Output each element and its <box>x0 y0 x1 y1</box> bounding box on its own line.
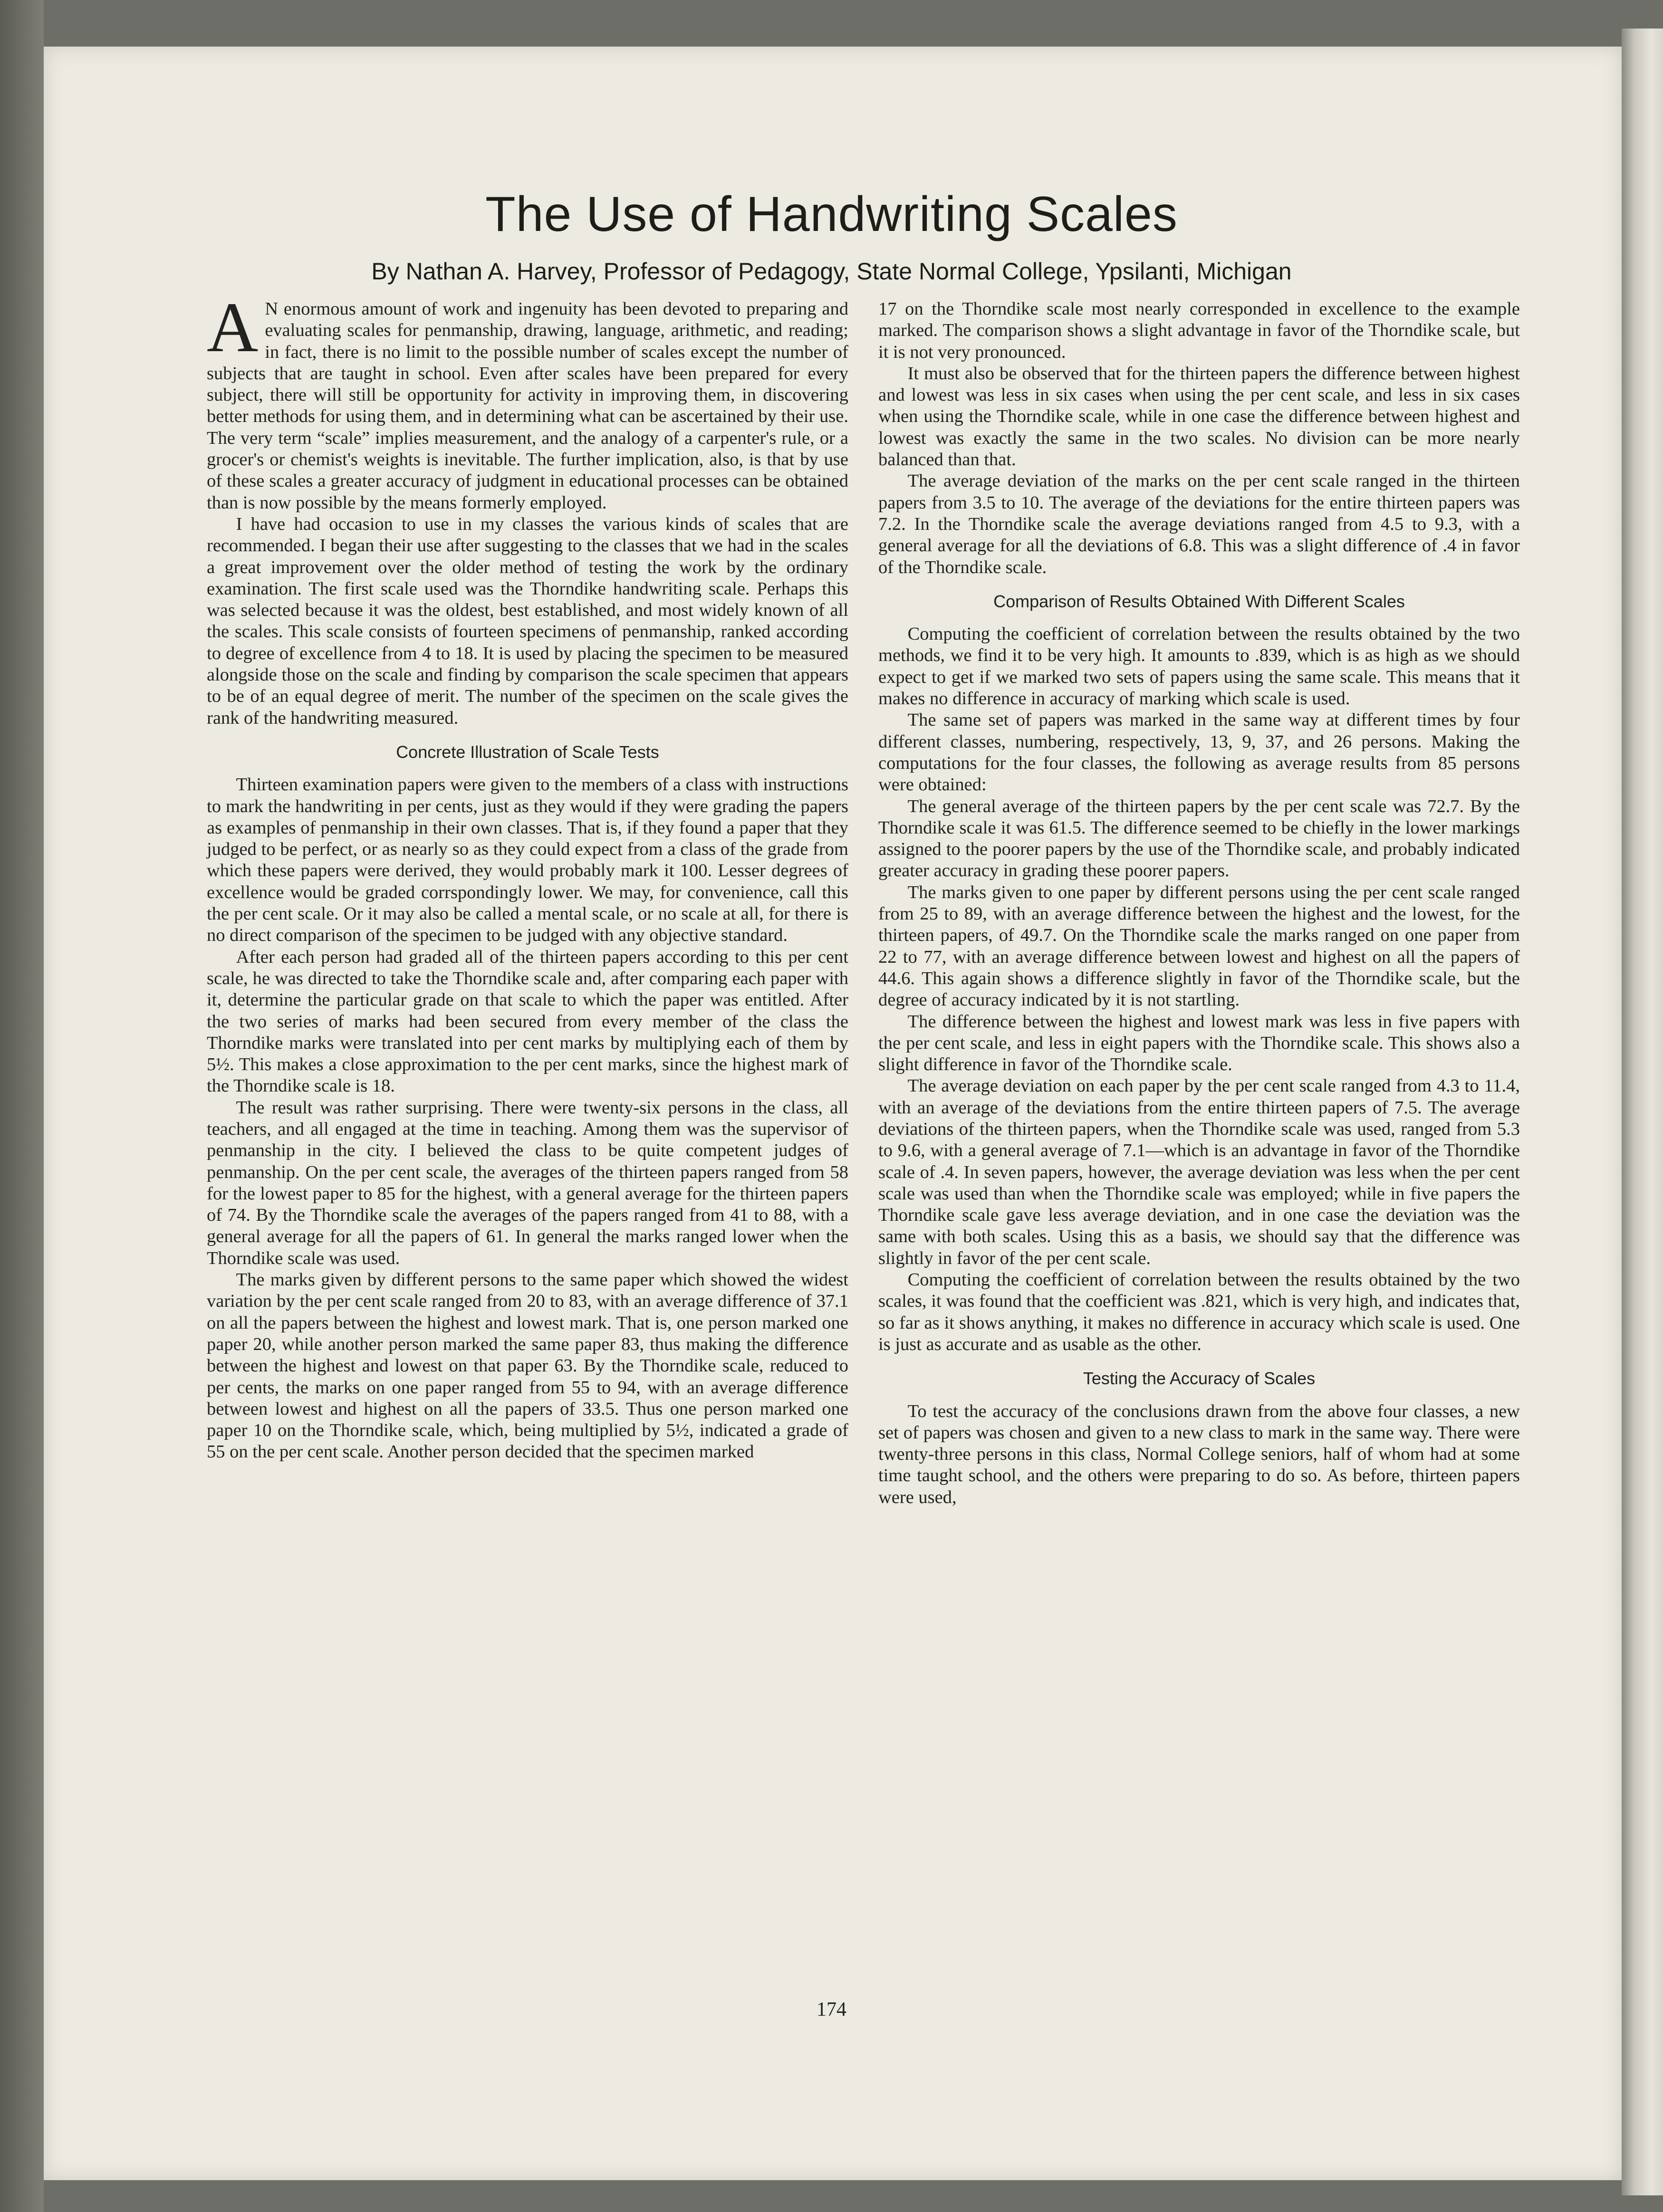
scan-edge <box>0 0 44 2212</box>
paragraph <box>207 288 848 514</box>
section-heading: Concrete Illustration of Scale Tests <box>396 742 659 762</box>
paragraph: After each person had graded all of the thirteen papers according to this per cent scale, he was directed to take the Thorndike scale and, after comparing each paper with it, determine the particular grade on that scale to which the paper was entitled. After the two series of marks had been secured from every member of the class the Thorndike marks were translated into per cent marks by multiplying each of them by 5½. This makes a close approximation to the per cent marks, since the highest mark of the Thorndike scale is 18. <box>207 947 848 1096</box>
facing-page-edge <box>1622 29 1663 2195</box>
paragraph: To test the accuracy of the conclusions drawn from the above four classes, a new set of papers was chosen and given to a new class to mark in the same way. There were twenty-three persons in this class, Normal College seniors, half of whom had at some time taught school, and the others were preparing to do so. As before, thirteen papers were used, <box>878 1401 1520 1507</box>
paragraph: 17 on the Thorndike scale most nearly corresponded in excellence to the example marked. The comparison shows a slight advantage in favor of the Thorndike scale, but it is not very pronounced. <box>878 299 1520 362</box>
paragraph: Thirteen examination papers were given to the members of a class with instructions to mark the handwriting in per cents, just as they would if they were grading the papers as examples of penmanship in their own classes. That is, if they found a paper that they judged to be perfect, or as nearly so as they could expect from a class of the grade from which these papers were derived, they would probably mark it 100. Lesser degrees of excellence would be graded corrspondingly lower. We may, for convenience, call this the per cent scale. Or it may also be called a mental scale, or no scale at all, for there is no direct comparison of the specimen to be judged with any objective standard. <box>207 775 848 946</box>
paragraph: The average deviation on each paper by the per cent scale ranged from 4.3 to 11.4, with an average of the deviations from the entire thirteen papers of 7.5. The average deviations of the thirteen papers, when the Thorndike scale was used, ranged from 5.3 to 9.6, with a general average of 7.1—which is an advantage in favor of the Thorndike scale of .4. In seven papers, however, the average deviation was less when the per cent scale was used than when the Thorndike scale was employed; while in five papers the Thorndike scale gave less average deviation, and in one case the deviation was the same with both scales. Using this as a basis, we should say that the difference was slightly in favor of the per cent scale. <box>878 1076 1520 1268</box>
section-heading: Comparison of Results Obtained With Different Scales <box>993 591 1405 611</box>
right-column <box>878 298 1520 1508</box>
paragraph: Computing the coefficient of correlation between the results obtained by the two scales, it was found that the coefficient was .821, which is very high, and indicates that, so far as it shows anything, it makes no difference in accuracy which scale is used. One is just as accurate and as usable as the other. <box>878 1270 1520 1354</box>
paragraph: The marks given to one paper by different persons using the per cent scale ranged from 25 to 89, with an average difference between the highest and the lowest, for the thirteen papers, of 49.7. On the Thorndike scale the marks ranged on one paper from 22 to 77, with an average difference between lowest and highest on all the papers of 44.6. This again shows a difference slightly in favor of the Thorndike scale, but the degree of accuracy indicated by it is not startling. <box>878 882 1520 1010</box>
paragraph: The result was rather surprising. There were twenty-six persons in the class, all teachers, and all engaged at the time in teaching. Among them was the supervisor of penmanship in the city. I believed the class to be quite competent judges of penmanship. On the per cent scale, the averages of the thirteen papers ranged from 58 for the lowest paper to 85 for the highest, with a general average for the thirteen papers of 74. By the Thorndike scale the averages of the papers ranged from 41 to 88, with a general average for all the papers of 61. In general the marks ranged lower when the Thorndike scale was used. <box>207 1097 848 1268</box>
paragraph: The same set of papers was marked in the same way at different times by four different classes, numbering, respectively, 13, 9, 37, and 26 persons. Making the computations for the four classes, the following as average results from 85 persons were obtained: <box>878 710 1520 795</box>
article-byline: By Nathan A. Harvey, Professor of Pedagogy, State Normal College, Ypsilanti, Michigan <box>371 258 1292 285</box>
paragraph: Computing the coefficient of correlation between the results obtained by the two methods, we find it to be very high. It amounts to .839, which is as high as we should expect to get if we marked two sets of papers using the same scale. This means that it makes no difference in accuracy of marking which scale is used. <box>878 624 1520 709</box>
paragraph: It must also be observed that for the thirteen papers the difference between highest and lowest was less in six cases when using the per cent scale, and less in six cases when using the Thorndike scale, while in one case the difference between highest and lowest was exactly the same in the two scales. No division can be more nearly balanced than that. <box>878 363 1520 470</box>
article-title: The Use of Handwriting Scales <box>485 187 1178 242</box>
paragraph: The marks given by different persons to the same paper which showed the widest variation by the per cent scale ranged from 20 to 83, with an average difference of 37.1 on all the papers between the highest and lowest mark. That is, one person marked one paper 20, while another person marked the same paper 83, thus making the difference between the highest and lowest on that paper 63. By the Thorndike scale, reduced to per cents, the marks on one paper ranged from 55 to 94, with an average difference between lowest and highest on all the papers of 33.5. Thus one person marked one paper 10 on the Thorndike scale, which, being multiplied by 5½, indicated a grade of 55 on the per cent scale. Another person decided that the specimen marked <box>207 1270 848 1462</box>
drop-cap: A <box>207 288 259 367</box>
paragraph: The general average of the thirteen papers by the per cent scale was 72.7. By the Thorndike scale it was 61.5. The difference seemed to be chiefly in the lower markings assigned to the poorer papers by the use of the Thorndike scale, and probably indicated greater accuracy in grading these poorer papers. <box>878 796 1520 881</box>
paragraph: The average deviation of the marks on the per cent scale ranged in the thirteen papers from 3.5 to 10. The average of the deviations for the entire thirteen papers was 7.2. In the Thorndike scale the average deviations ranged from 4.5 to 9.3, with a general average for all the deviations of 6.8. This was a slight difference of .4 in favor of the Thorndike scale. <box>878 471 1520 577</box>
page-number: 174 <box>817 1999 846 2020</box>
paragraph: The difference between the highest and lowest mark was less in five papers with the per cent scale, and less in eight papers with the Thorndike scale. This shows also a slight difference in favor of the Thorndike scale. <box>878 1011 1520 1075</box>
paragraph-text: N enormous amount of work and ingenuity has been devoted to preparing and evaluating scales for penmanship, drawing, language, arithmetic, and reading; in fact, there is no limit to the possible number of scales except the number of subjects that are taught in school. Even after scales have been prepared for every subject, there will still be opportunity for activity in improving them, in discovering better methods for using them, and in determining what can be ascertained by their use. The very term “scale” implies measurement, and the analogy of a carpenter's rule, or a grocer's or chemist's weights is inevitable. The further implication, also, is that by use of these scales a greater accuracy of judgment in educational processes can be obtained than is now possible by the means formerly employed. <box>207 299 848 513</box>
left-column <box>207 288 848 1463</box>
section-heading: Testing the Accuracy of Scales <box>1083 1369 1316 1388</box>
paragraph: I have had occasion to use in my classes the various kinds of scales that are recommended. I began their use after suggesting to the classes that we had in the scales a great improvement over the older method of testing the work by the ordinary examination. The first scale used was the Thorndike handwriting scale. Perhaps this was selected because it was the oldest, best established, and most widely known of all the scales. This scale consists of fourteen specimens of penmanship, ranked according to degree of excellence from 4 to 18. It is used by placing the specimen to be measured alongside those on the scale and finding by comparison the scale specimen that appears to be of an equal degree of merit. The number of the specimen on the scale gives the rank of the handwriting measured. <box>207 514 848 728</box>
